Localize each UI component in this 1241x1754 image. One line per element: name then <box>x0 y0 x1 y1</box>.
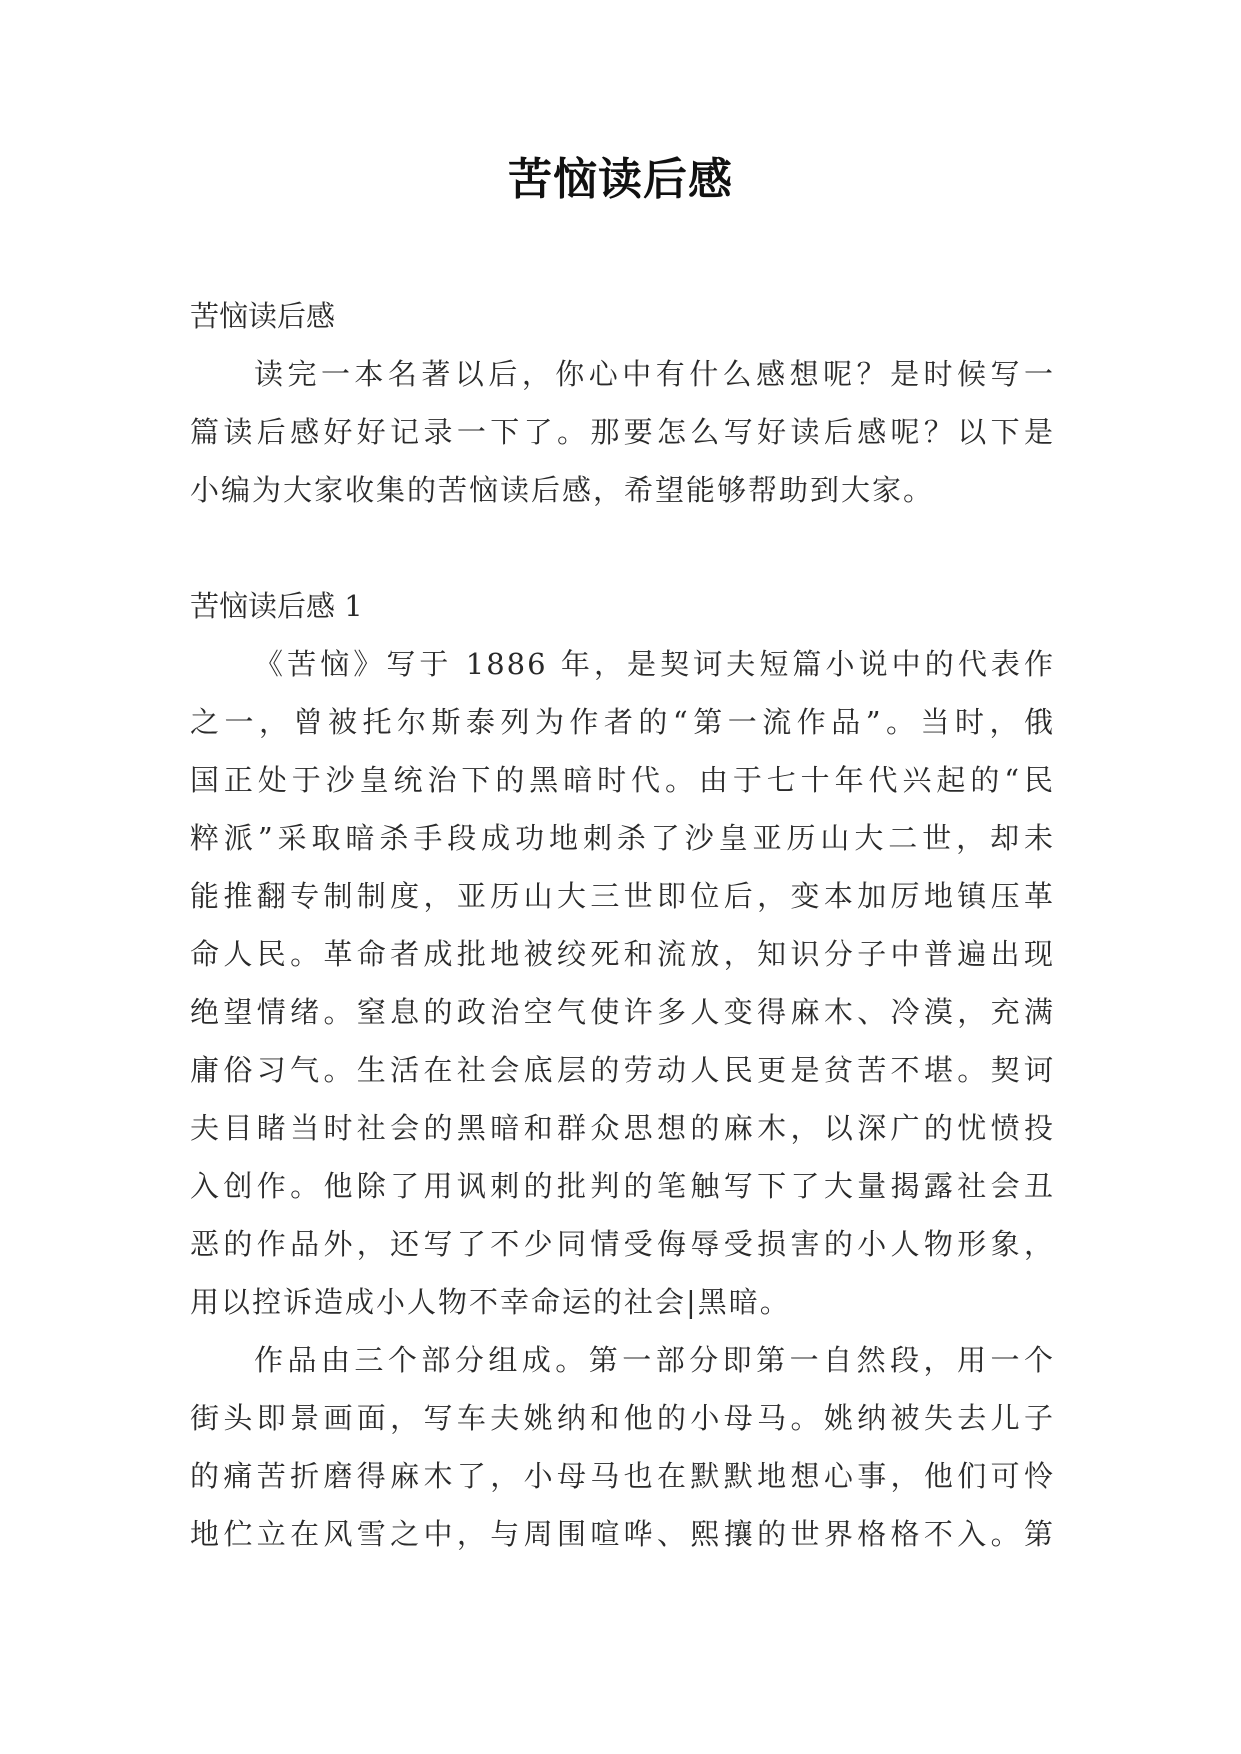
paragraph-line: 之一，曾被托尔斯泰列为作者的“第一流作品”。当时，俄 <box>190 705 1055 739</box>
paragraph-line: 粹派”采取暗杀手段成功地刺杀了沙皇亚历山大二世，却未 <box>190 821 1055 855</box>
paragraph-line: 街头即景画面，写车夫姚纳和他的小母马。姚纳被失去儿子 <box>190 1401 1055 1435</box>
paragraph-line: 用以控诉造成小人物不幸命运的社会|黑暗。 <box>190 1285 791 1319</box>
paragraph-line: 绝望情绪。窒息的政治空气使许多人变得麻木、冷漠，充满 <box>190 995 1055 1029</box>
section-spacer <box>190 519 1055 577</box>
paragraph-line: 读完一本名著以后，你心中有什么感想呢？是时候写一 <box>254 357 1055 391</box>
paragraph-line: 国正处于沙皇统治下的黑暗时代。由于七十年代兴起的“民 <box>190 763 1055 797</box>
intro-heading: 苦恼读后感 <box>190 299 336 333</box>
section1-paragraph-1 <box>190 635 1055 1331</box>
section1-heading: 苦恼读后感 1 <box>190 589 363 623</box>
paragraph-line: 入创作。他除了用讽刺的批判的笔触写下了大量揭露社会丑 <box>190 1169 1055 1203</box>
paragraph-line: 作品由三个部分组成。第一部分即第一自然段，用一个 <box>254 1343 1055 1377</box>
paragraph-line: 恶的作品外，还写了不少同情受侮辱受损害的小人物形象， <box>190 1227 1055 1261</box>
document-body <box>190 287 1055 1563</box>
paragraph-line: 的痛苦折磨得麻木了，小母马也在默默地想心事，他们可怜 <box>190 1459 1055 1493</box>
paragraph-line: 篇读后感好好记录一下了。那要怎么写好读后感呢？以下是 <box>190 415 1055 449</box>
section1-paragraph-2 <box>190 1331 1055 1563</box>
intro-paragraph <box>190 345 1055 519</box>
document-title: 苦恼读后感 <box>508 154 733 205</box>
paragraph-line: 夫目睹当时社会的黑暗和群众思想的麻木，以深广的忧愤投 <box>190 1111 1055 1145</box>
paragraph-line: 能推翻专制制度，亚历山大三世即位后，变本加厉地镇压革 <box>190 879 1055 913</box>
paragraph-line: 命人民。革命者成批地被绞死和流放，知识分子中普遍出现 <box>190 937 1055 971</box>
paragraph-line: 小编为大家收集的苦恼读后感，希望能够帮助到大家。 <box>190 473 935 507</box>
paragraph-line: 《苦恼》写于 1886 年，是契诃夫短篇小说中的代表作 <box>254 647 1055 681</box>
paragraph-line: 地伫立在风雪之中，与周围喧哗、熙攘的世界格格不入。第 <box>190 1517 1055 1551</box>
paragraph-line: 庸俗习气。生活在社会底层的劳动人民更是贫苦不堪。契诃 <box>190 1053 1055 1087</box>
